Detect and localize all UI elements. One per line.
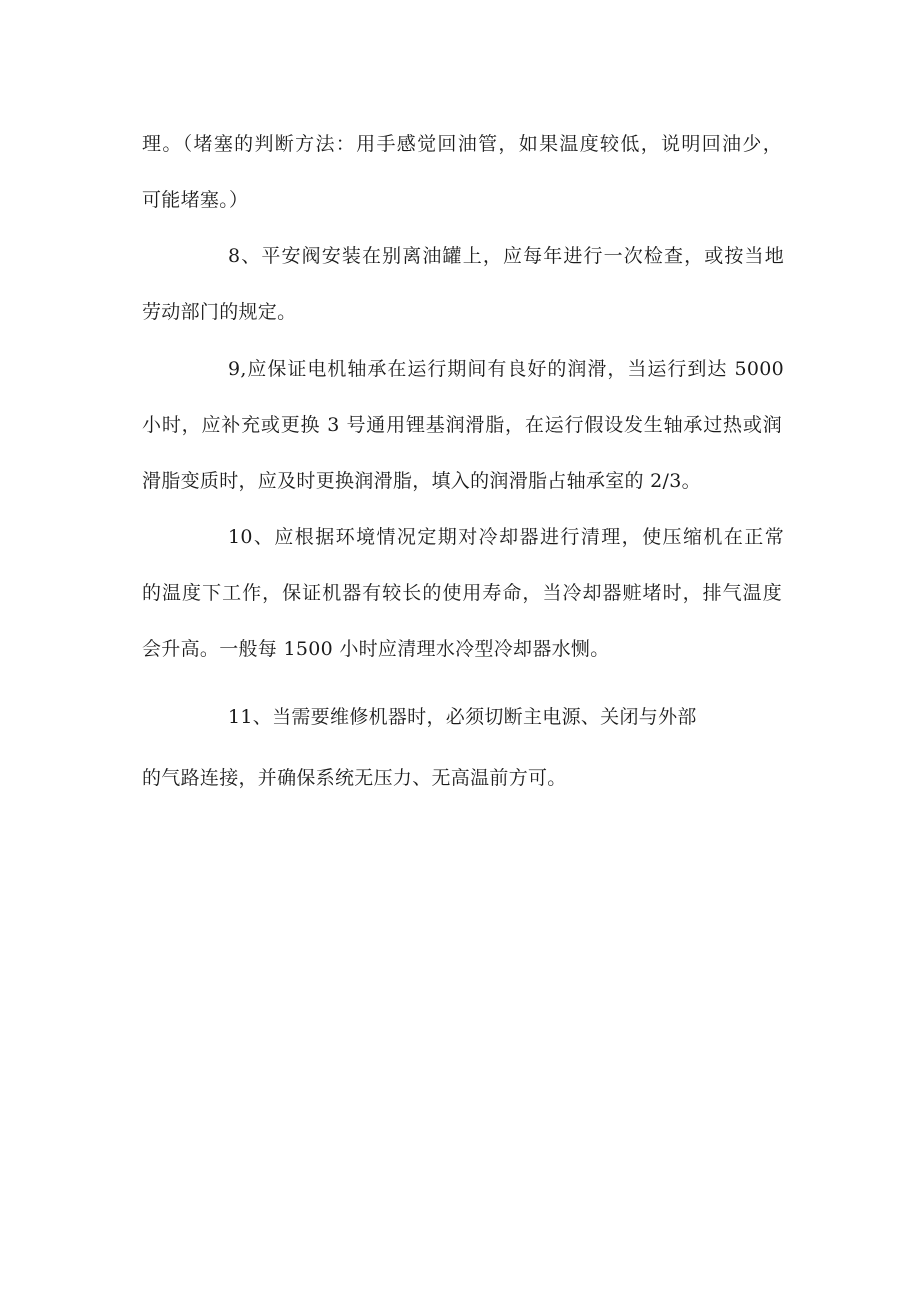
- item-9-line: 滑脂变质时，应及时更换润滑脂，填入的润滑脂占轴承室的 2/3。: [142, 470, 701, 492]
- item-10-line: 会升高。一般每 1500 小时应清理水冷型冷却器水恻。: [142, 638, 610, 660]
- item-10-line: 的温度下工作，保证机器有较长的使用寿命，当冷却器赃堵时，排气温度: [142, 582, 782, 604]
- item-11-line: 的气路连接，并确保系统无压力、无高温前方可。: [142, 767, 567, 789]
- item-9-line: 9,应保证电机轴承在运行期间有良好的润滑，当运行到达 5000: [228, 358, 784, 380]
- item-9-line: 小时，应补充或更换 3 号通用锂基润滑脂，在运行假设发生轴承过热或润: [142, 414, 782, 436]
- item-11-line: 11、当需要维修机器时，必须切断主电源、关闭与外部: [228, 706, 697, 728]
- item-8-line: 8、平安阀安装在别离油罐上，应每年进行一次检查，或按当地: [228, 245, 784, 267]
- item-10-line: 10、应根据环境情况定期对冷却器进行清理，使压缩机在正常: [228, 526, 784, 548]
- paragraph-line: 理。（堵塞的判断方法：用手感觉回油管，如果温度较低，说明回油少，: [142, 133, 782, 155]
- item-8-line: 劳动部门的规定。: [142, 301, 297, 323]
- paragraph-line: 可能堵塞。）: [142, 189, 249, 211]
